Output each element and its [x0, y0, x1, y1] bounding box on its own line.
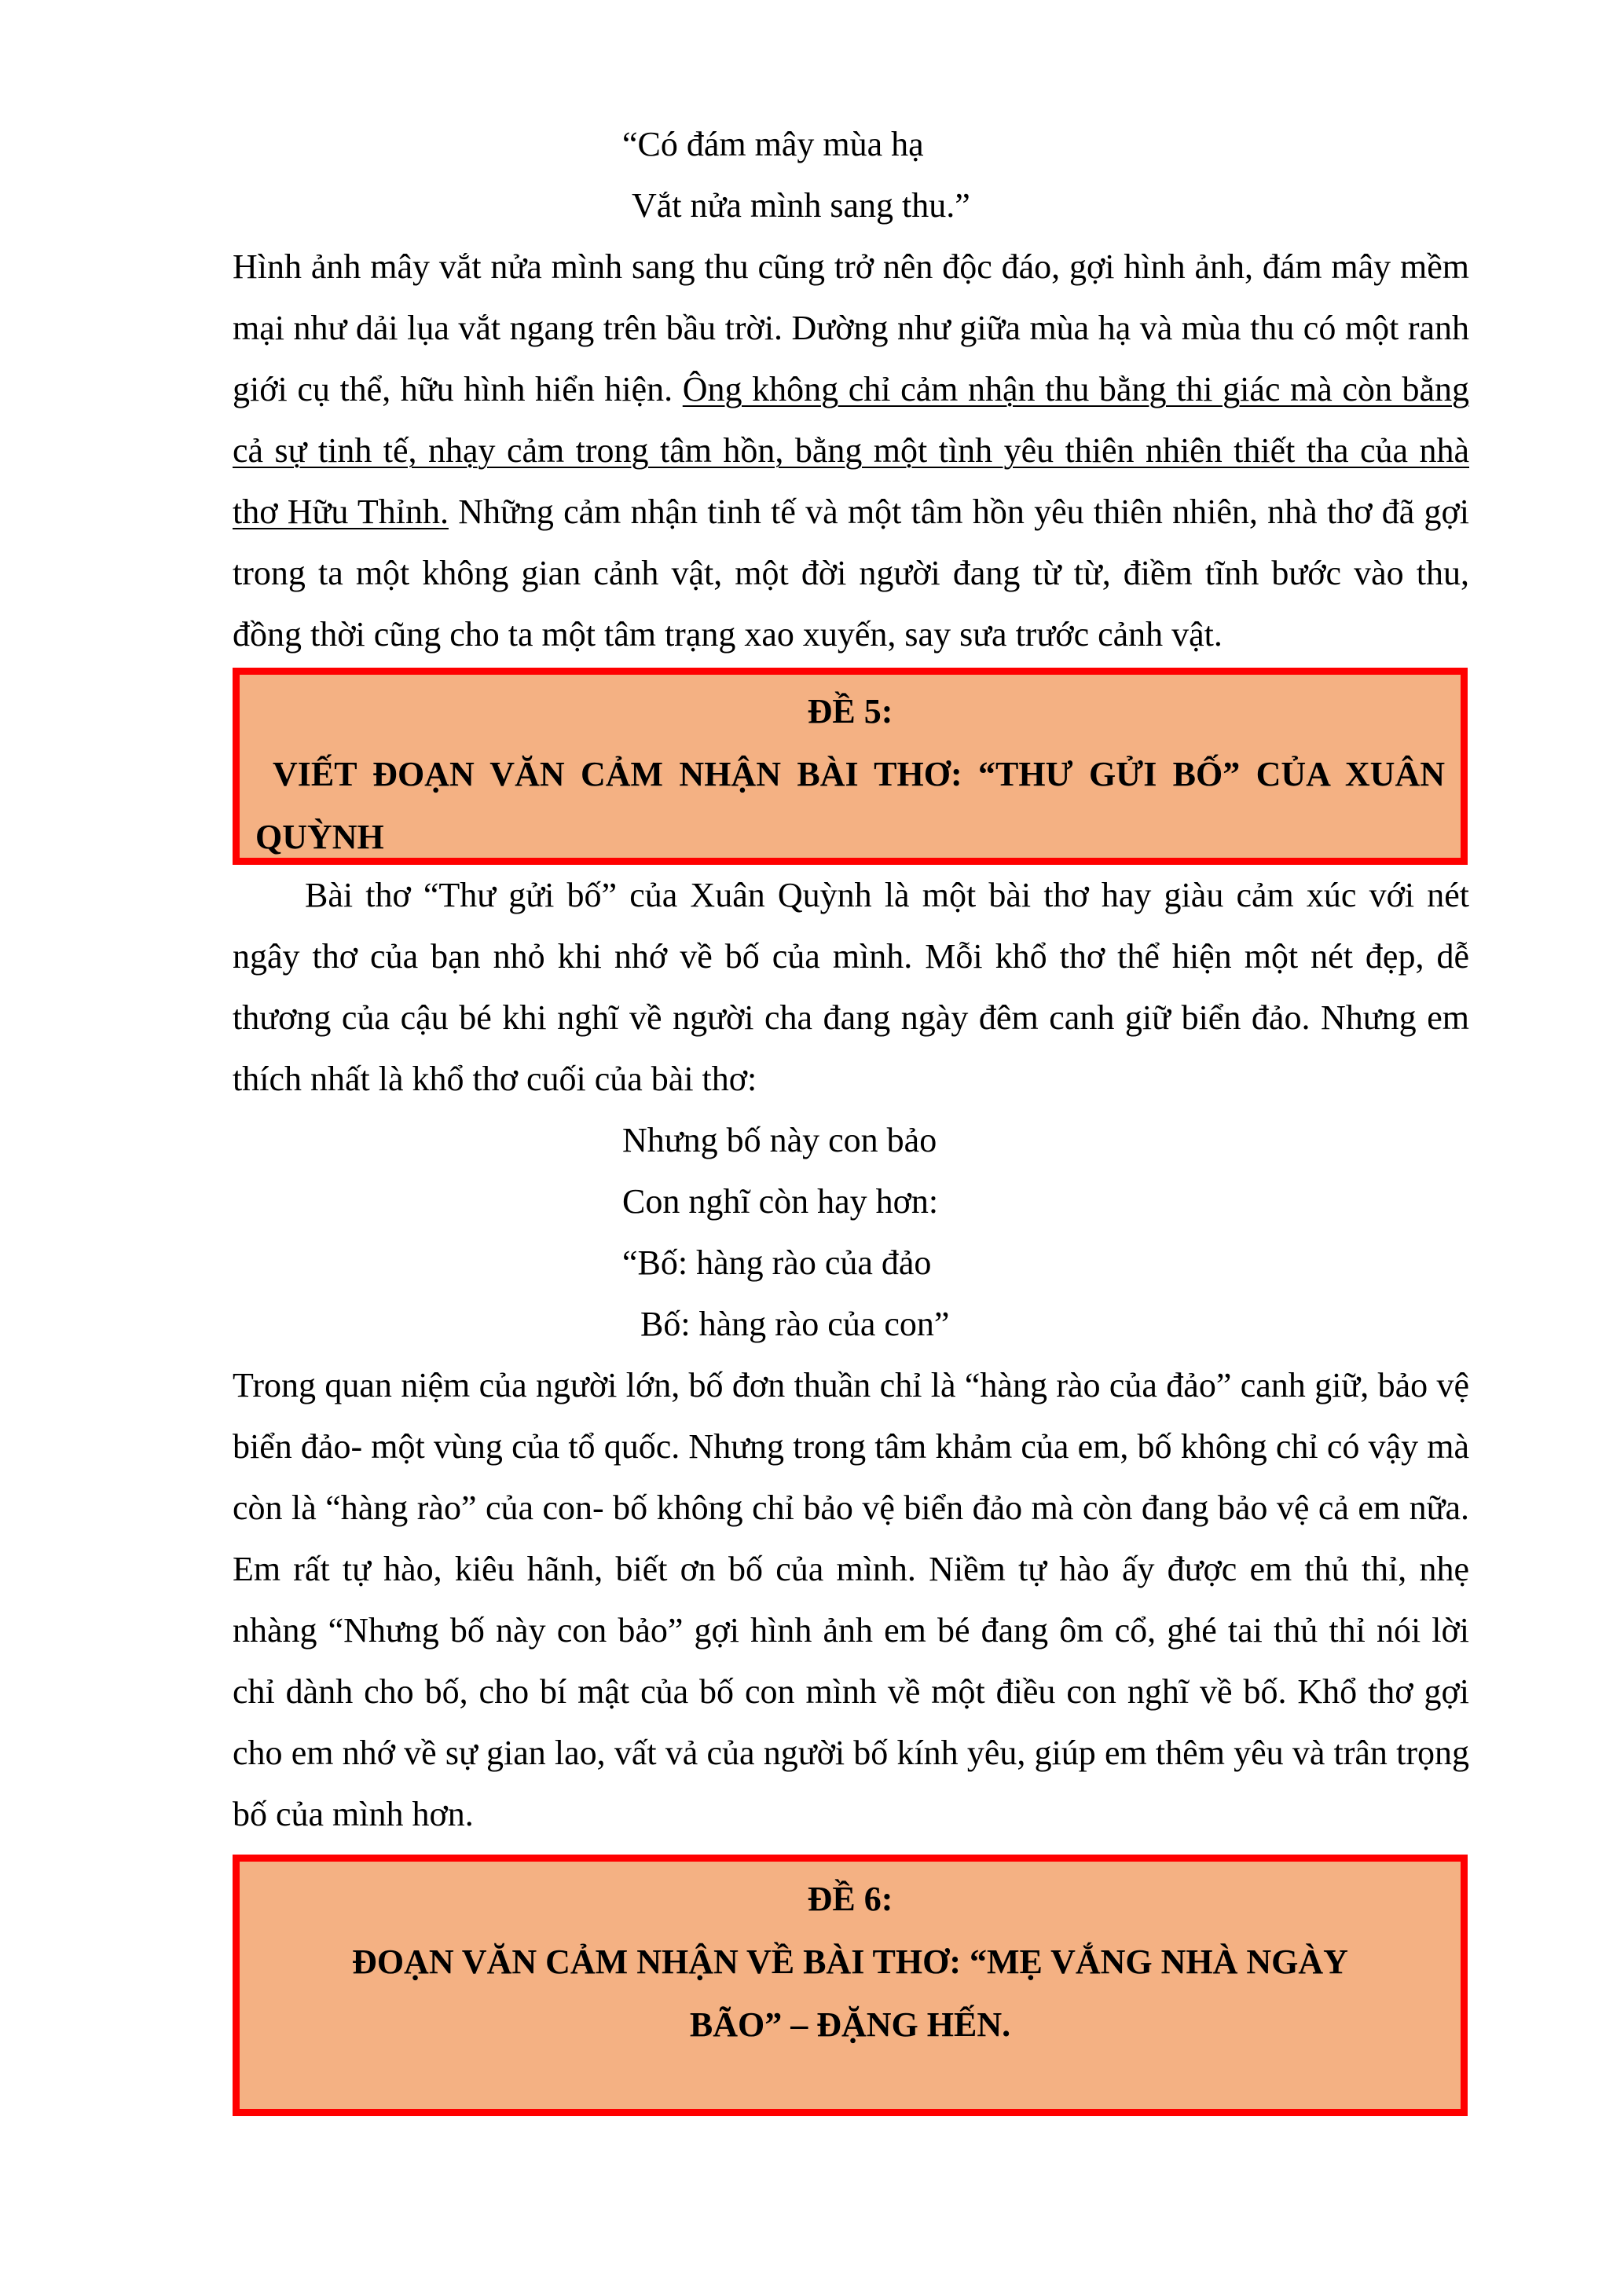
section-6-title-box: [233, 1855, 1468, 2116]
section-5-title: VIẾT ĐOẠN VĂN CẢM NHẬN BÀI THƠ: “THƯ GỬI BỐ” CỦA XUÂN QUỲNH: [255, 755, 1445, 856]
paragraph-2: Bài thơ “Thư gửi bố” của Xuân Quỳnh là một bài thơ hay giàu cảm xúc với nét ngây thơ của bạn nhỏ khi nhớ về bố của mình. Mỗi khổ thơ thể hiện một nét đẹp, dễ thương của cậu bé khi nghĩ về người cha đang ngày đêm canh giữ biển đảo. Nhưng em thích nhất là khổ thơ cuối của bài thơ:: [233, 876, 1469, 1098]
paragraph-1-text-a: Hình ảnh mây vắt nửa mình sang thu cũng trở nên độc đáo, gợi hình ảnh, đám mây mềm mại như dải lụa vắt ngang trên bầu trời. Dường như giữa mùa hạ và mùa thu có một ranh giới cụ thể, hữu hình hiển hiện.: [233, 247, 1469, 408]
section-5-title-box: [233, 668, 1468, 865]
poem2-line1: Nhưng bố này con bảo: [622, 1121, 937, 1159]
poem1-line1: “Có đám mây mùa hạ: [622, 125, 924, 163]
paragraph-3: Trong quan niệm của người lớn, bố đơn thuần chỉ là “hàng rào của đảo” canh giữ, bảo vệ biển đảo- một vùng của tổ quốc. Nhưng trong tâm khảm của em, bố không chỉ có vậy mà còn là “hàng rào” của con- bố không chỉ bảo vệ biển đảo mà còn đang bảo vệ cả em nữa. Em rất tự hào, kiêu hãnh, biết ơn bố của mình. Niềm tự hào ấy được em thủ thỉ, nhẹ nhàng “Nhưng bố này con bảo” gợi hình ảnh em bé đang ôm cổ, ghé tai thủ thỉ nói lời chỉ dành cho bố, cho bí mật của bố con mình về một điều con nghĩ về bố. Khổ thơ gợi cho em nhớ về sự gian lao, vất vả của người bố kính yêu, giúp em thêm yêu và trân trọng bố của mình hơn.: [233, 1366, 1469, 1833]
poem2-line4: Bố: hàng rào của con”: [632, 1305, 950, 1343]
paragraph-1-underlined-text: Ông không chỉ cảm nhận thu bằng thi giác mà còn bằng cả sự tinh tế, nhạy cảm trong tâm hồn, bằng một tình yêu thiên nhiên thiết tha của nhà thơ Hữu Thỉnh.: [233, 370, 1470, 531]
poem2-line2: Con nghĩ còn hay hơn:: [622, 1182, 939, 1221]
section-6-heading: ĐỀ 6:: [807, 1880, 893, 1918]
paragraph-1: [233, 236, 1469, 665]
section-5-heading: ĐỀ 5:: [807, 692, 893, 731]
section-6-title: ĐOẠN VĂN CẢM NHẬN VỀ BÀI THƠ: “MẸ VẮNG NHÀ NGÀY BÃO” – ĐẶNG HẾN.: [352, 1943, 1348, 2044]
paragraph-1-text-b: Những cảm nhận tinh tế và một tâm hồn yêu thiên nhiên, nhà thơ đã gợi trong ta một không gian cảnh vật, một đời người đang từ từ, điềm tĩnh bước vào thu, đồng thời cũng cho ta một tâm trạng xao xuyến, say sưa trước cảnh vật.: [233, 493, 1470, 654]
poem1-line2: Vắt nửa mình sang thu.”: [632, 186, 970, 225]
poem2-line3: “Bố: hàng rào của đảo: [622, 1243, 932, 1282]
document-page: [233, 114, 1469, 2116]
